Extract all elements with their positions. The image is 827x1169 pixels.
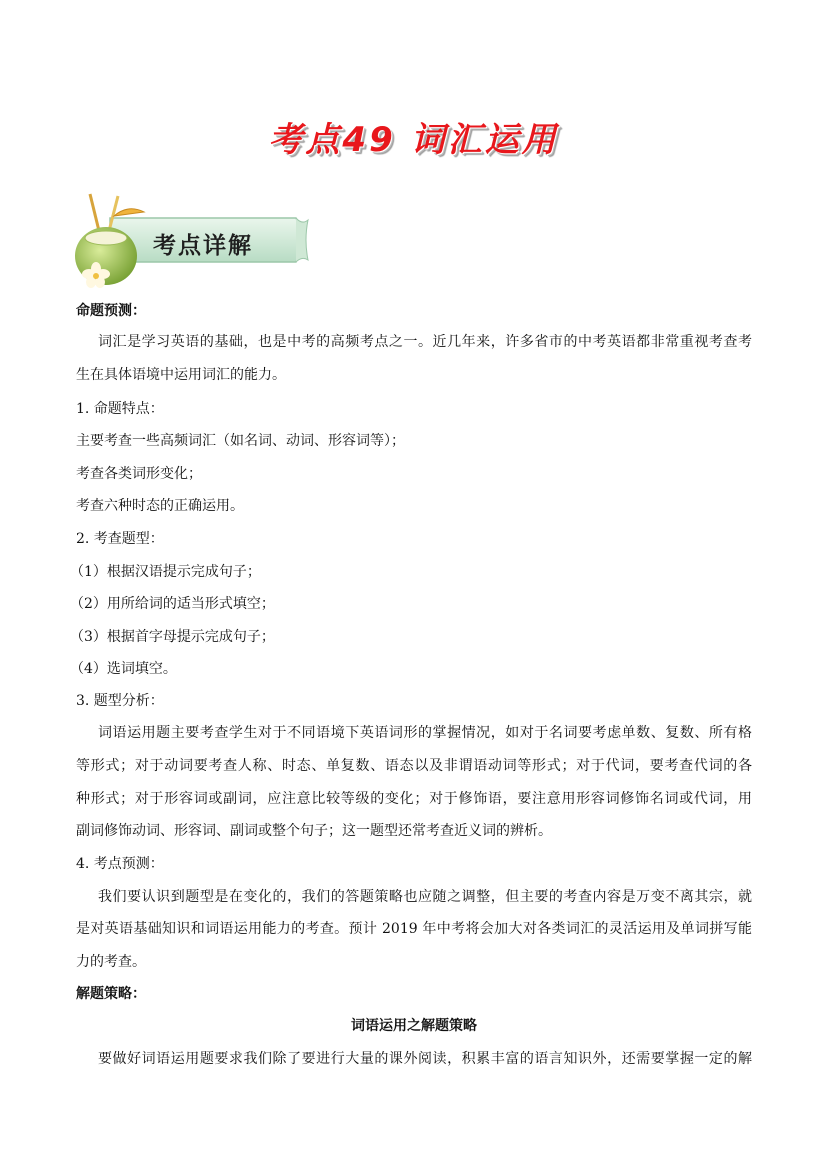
- section-heading-strategy: 解题策略：: [76, 986, 146, 1002]
- point-2-item: （3）根据首字母提示完成句子；: [70, 629, 275, 645]
- point-1-item: 主要考查一些高频词汇（如名词、动词、形容词等）；: [76, 433, 405, 449]
- point-3-text-line: 词语运用题主要考查学生对于不同语境下英语词形的掌握情况，如对于名词要考虑单数、复数、所有格: [98, 725, 752, 741]
- point-2-heading: 2. 考查题型：: [76, 531, 164, 547]
- strategy-title: 词语运用之解题策略: [351, 1018, 477, 1034]
- point-3-text-line: 副词修饰动词、形容词、副词或整个句子；这一题型还常考查近义词的辨析。: [76, 823, 552, 839]
- point-1-item: 考查六种时态的正确运用。: [76, 498, 244, 514]
- point-2-item: （2）用所给词的适当形式填空；: [70, 596, 275, 612]
- point-3-text-line: 等形式；对于动词要考查人称、时态、单复数、语态以及非谓语动词等形式；对于代词，要考查代词的各: [76, 758, 752, 774]
- intro-line-2: 生在具体语境中运用词汇的能力。: [76, 367, 286, 383]
- point-2-item: （1）根据汉语提示完成句子；: [70, 564, 261, 580]
- banner-label: 考点详解: [153, 232, 253, 259]
- strategy-text-line: 要做好词语运用题要求我们除了要进行大量的课外阅读，积累丰富的语言知识外，还需要掌握一定的解: [98, 1051, 752, 1067]
- section-heading-forecast: 命题预测：: [76, 303, 146, 319]
- point-1-item: 考查各类词形变化；: [76, 466, 202, 482]
- intro-line-1: 词汇是学习英语的基础，也是中考的高频考点之一。近几年来，许多省市的中考英语都非常重视考查考: [98, 334, 752, 350]
- point-3-heading: 3. 题型分析：: [76, 693, 164, 709]
- point-3-text-line: 种形式；对于形容词或副词，应注意比较等级的变化；对于修饰语，要注意用形容词修饰名词或代词，用: [76, 791, 752, 807]
- point-1-heading: 1. 命题特点：: [76, 401, 164, 417]
- point-4-text-line: 是对英语基础知识和词语运用能力的考查。预计 2019 年中考将会加大对各类词汇的灵活运用及单词拼写能: [76, 921, 752, 937]
- point-2-item: （4）选词填空。: [70, 661, 177, 677]
- point-4-heading: 4. 考点预测：: [76, 856, 164, 872]
- point-4-text-line: 我们要认识到题型是在变化的，我们的答题策略也应随之调整，但主要的考查内容是万变不离其宗，就: [98, 889, 752, 905]
- page-title: 考点49 词汇运用: [268, 120, 559, 160]
- point-4-text-line: 力的考查。: [76, 954, 146, 970]
